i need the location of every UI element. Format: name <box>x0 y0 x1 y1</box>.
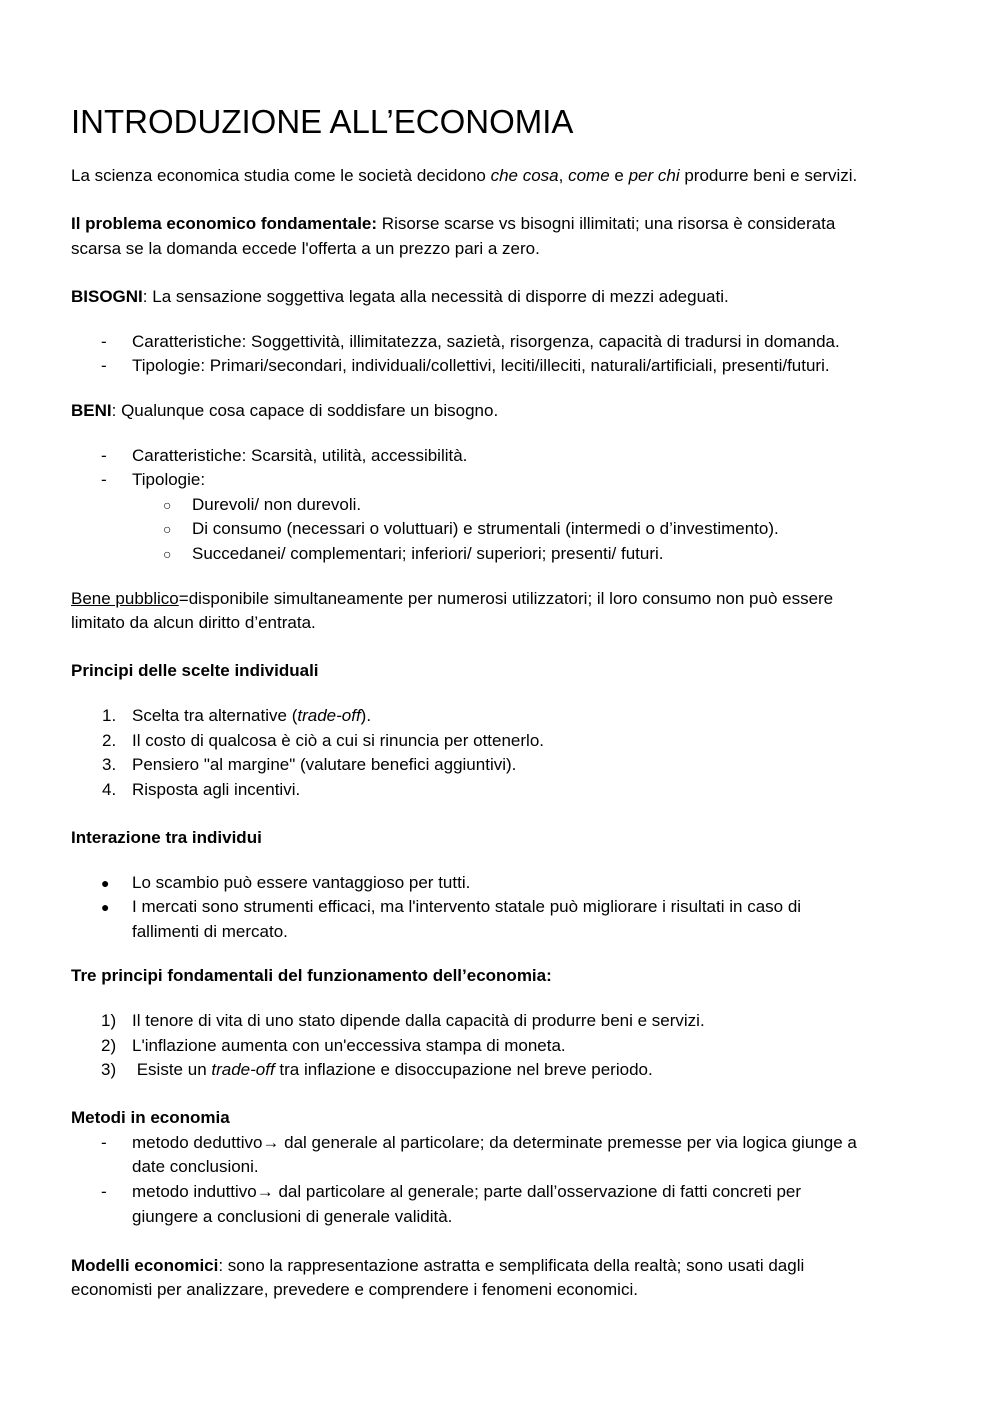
list-number: 4. <box>102 780 117 799</box>
bene-pubblico-line1: =disponibile simultaneamente per numerosi utilizzatori; il loro consumo non può essere <box>178 589 834 608</box>
modelli-line2: economisti per analizzare, prevedere e comprendere i fenomeni economici. <box>71 1280 638 1299</box>
list-number: 3. <box>102 755 117 774</box>
list-item: Risposta agli incentivi. <box>132 780 301 799</box>
modelli-label: Modelli economici <box>71 1256 219 1275</box>
list-item-continuation: date conclusioni. <box>132 1157 259 1176</box>
tre-principi-heading <box>71 964 931 989</box>
modelli-paragraph <box>71 1254 931 1279</box>
intro-italic-what: che cosa <box>490 166 559 185</box>
circle-marker: ○ <box>163 546 172 562</box>
list-item <box>132 1058 653 1083</box>
list-number: 2) <box>101 1036 117 1055</box>
list-item-italic: trade-off <box>297 706 361 725</box>
intro-sep: , <box>558 166 569 185</box>
list-item-end: tra inflazione e disoccupazione nel breve periodo. <box>274 1060 653 1079</box>
list-item-italic: trade-off <box>211 1060 275 1079</box>
problema-line2: scarsa se la domanda eccede l'offerta a un prezzo pari a zero. <box>71 239 540 258</box>
list-item: metodo deduttivo→ dal generale al particolare; da determinate premesse per via logica giunge a <box>132 1133 857 1152</box>
list-number: 3) <box>101 1060 117 1079</box>
intro-italic-whom: per chi <box>628 166 680 185</box>
bisogni-text: : La sensazione soggettiva legata alla necessità di disporre di mezzi adeguati. <box>142 287 729 306</box>
problema-line1: Risorse scarse vs bisogni illimitati; una risorsa è considerata <box>377 214 836 233</box>
metodi-heading-text: Metodi in economia <box>71 1108 230 1127</box>
bene-pubblico-line2: limitato da alcun diritto d’entrata. <box>71 613 316 632</box>
problema-paragraph <box>71 212 931 237</box>
problema-label: Il problema economico fondamentale: <box>71 214 378 233</box>
metodi-heading <box>71 1106 931 1131</box>
intro-italic-how: come <box>568 166 610 185</box>
list-item-continuation: giungere a conclusioni di generale validità. <box>132 1207 453 1226</box>
list-item: L'inflazione aumenta con un'eccessiva stampa di moneta. <box>132 1036 566 1055</box>
list-number: 1) <box>101 1011 117 1030</box>
list-item-end: ). <box>360 706 372 725</box>
sub-list-item: Durevoli/ non durevoli. <box>192 495 362 514</box>
bullet-marker: ● <box>101 899 110 915</box>
beni-paragraph <box>71 399 931 424</box>
list-item: I mercati sono strumenti efficaci, ma l'intervento statale può migliorare i risultati in caso di <box>132 897 802 916</box>
dash-marker: - <box>101 332 107 351</box>
list-item: Tipologie: <box>132 470 206 489</box>
list-number: 2. <box>102 731 117 750</box>
circle-marker: ○ <box>163 497 172 513</box>
beni-text: : Qualunque cosa capace di soddisfare un bisogno. <box>111 401 499 420</box>
dash-marker: - <box>101 446 107 465</box>
list-item: Il costo di qualcosa è ciò a cui si rinuncia per ottenerlo. <box>132 731 545 750</box>
list-item-continuation: fallimenti di mercato. <box>132 922 288 941</box>
bene-pubblico-paragraph <box>71 587 931 612</box>
principi-heading-text: Principi delle scelte individuali <box>71 661 319 680</box>
bene-pubblico-label: Bene pubblico <box>71 589 179 608</box>
circle-marker: ○ <box>163 521 172 537</box>
intro-end: produrre beni e servizi. <box>679 166 858 185</box>
page-title: INTRODUZIONE ALL’ECONOMIA <box>71 103 574 140</box>
list-item: Pensiero "al margine" (valutare benefici aggiuntivi). <box>132 755 517 774</box>
tre-principi-heading-text: Tre principi fondamentali del funzionamento dell’economia: <box>71 966 552 985</box>
list-item: Tipologie: Primari/secondari, individuali/collettivi, leciti/illeciti, naturali/artificiali, presenti/futuri. <box>132 356 830 375</box>
dash-marker: - <box>101 1182 107 1201</box>
intro-paragraph <box>71 164 931 189</box>
interazione-heading <box>71 826 931 851</box>
sub-list-item: Di consumo (necessari o voluttuari) e strumentali (intermedi o d’investimento). <box>192 519 779 538</box>
list-item: Caratteristiche: Soggettività, illimitatezza, sazietà, risorgenza, capacità di tradursi in domanda. <box>132 332 840 351</box>
beni-label: BENI <box>71 401 112 420</box>
bullet-marker: ● <box>101 875 110 891</box>
list-item: Il tenore di vita di uno stato dipende dalla capacità di produrre beni e servizi. <box>132 1011 705 1030</box>
list-item: metodo induttivo→ dal particolare al generale; parte dall’osservazione di fatti concreti per <box>132 1182 802 1201</box>
dash-marker: - <box>101 1133 107 1152</box>
dash-marker: - <box>101 470 107 489</box>
modelli-line1: : sono la rappresentazione astratta e semplificata della realtà; sono usati dagli <box>218 1256 805 1275</box>
list-number: 1. <box>102 706 117 725</box>
bisogni-paragraph <box>71 285 931 310</box>
interazione-heading-text: Interazione tra individui <box>71 828 262 847</box>
list-item-text: Scelta tra alternative ( <box>132 706 298 725</box>
list-item <box>132 704 371 729</box>
bisogni-label: BISOGNI <box>71 287 143 306</box>
sub-list-item: Succedanei/ complementari; inferiori/ superiori; presenti/ futuri. <box>192 544 664 563</box>
list-item: Caratteristiche: Scarsità, utilità, accessibilità. <box>132 446 468 465</box>
intro-text: La scienza economica studia come le società decidono <box>71 166 491 185</box>
dash-marker: - <box>101 356 107 375</box>
list-item: Lo scambio può essere vantaggioso per tutti. <box>132 873 471 892</box>
principi-heading <box>71 659 931 684</box>
intro-sep2: e <box>609 166 629 185</box>
list-item-text: Esiste un <box>132 1060 212 1079</box>
